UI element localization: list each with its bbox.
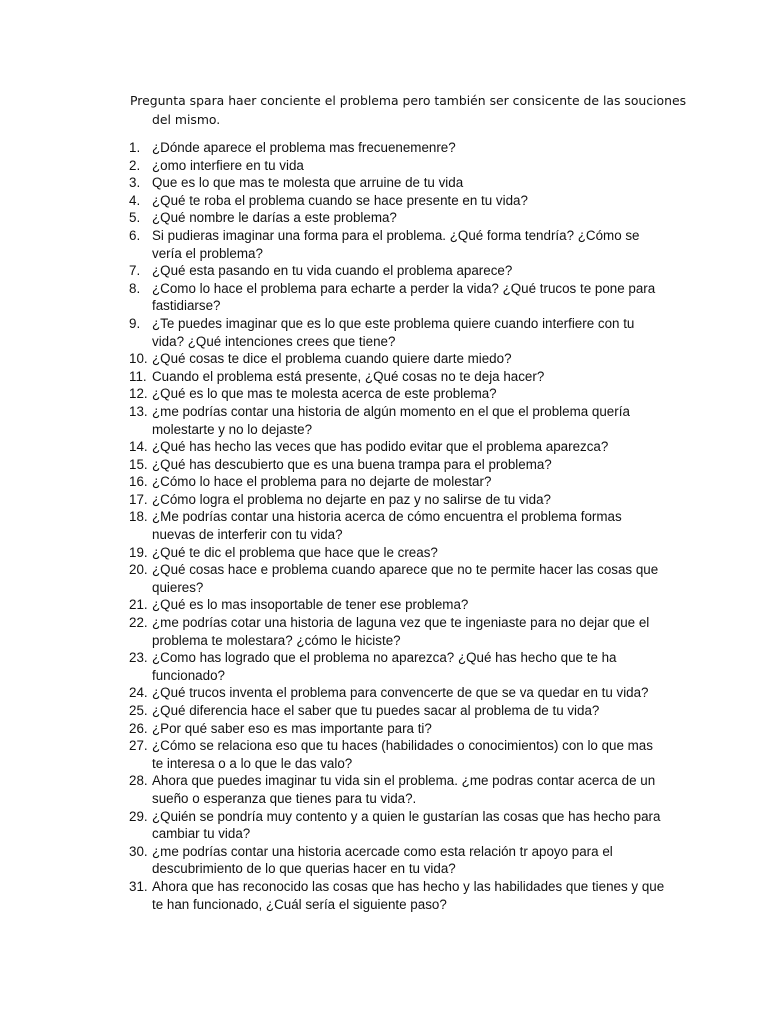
question-number: 12. xyxy=(129,386,148,402)
question-number: 23. xyxy=(129,650,148,666)
question-text: ¿Te puedes imaginar que es lo que este problema quiere cuando interfiere con tu vida? ¿Qué intenciones crees que tiene? xyxy=(152,315,635,349)
question-text: ¿Qué es lo que mas te molesta acerca de este problema? xyxy=(152,386,497,402)
question-item xyxy=(129,508,665,543)
question-number: 3. xyxy=(129,175,141,191)
question-item xyxy=(129,280,665,315)
question-item xyxy=(129,473,665,491)
question-item xyxy=(129,438,665,456)
question-number: 4. xyxy=(129,192,141,208)
question-number: 13. xyxy=(129,403,148,419)
question-text: ¿Qué esta pasando en tu vida cuando el problema aparece? xyxy=(152,263,513,279)
question-text: ¿Qué trucos inventa el problema para convencerte de que se va quedar en tu vida? xyxy=(152,685,649,701)
question-item xyxy=(129,209,665,227)
question-text: ¿Como lo hace el problema para echarte a perder la vida? ¿Qué trucos te pone para fastidiarse? xyxy=(152,280,656,314)
question-text: ¿Cómo lo hace el problema para no dejarte de molestar? xyxy=(152,474,492,490)
intro-paragraph: Pregunta spara haer conciente el problema pero también ser consicente de las souciones del mismo. xyxy=(130,93,687,127)
question-text: ¿Como has logrado que el problema no aparezca? ¿Qué has hecho que te ha funcionado? xyxy=(152,650,617,683)
question-number: 7. xyxy=(129,263,141,279)
question-number: 25. xyxy=(129,703,148,718)
question-text: ¿Qué cosas te dice el problema cuando quiere darte miedo? xyxy=(152,351,512,367)
question-item xyxy=(129,720,665,738)
question-item xyxy=(129,403,665,438)
question-number: 31. xyxy=(129,878,148,894)
question-number: 24. xyxy=(129,685,148,701)
question-number: 18. xyxy=(129,509,148,525)
question-item xyxy=(129,139,665,157)
question-text: ¿me podrías contar una historia de algún momento en el que el problema quería molestarte y no lo dejaste? xyxy=(152,403,630,437)
question-number: 21. xyxy=(129,597,148,613)
question-item xyxy=(129,772,665,807)
question-number: 14. xyxy=(129,439,148,455)
question-item xyxy=(129,262,665,280)
question-number: 5. xyxy=(129,210,141,226)
question-number: 16. xyxy=(129,474,148,490)
question-item xyxy=(129,878,665,913)
question-item xyxy=(129,456,665,474)
question-item xyxy=(129,350,665,368)
question-text: ¿Quién se pondría muy contento y a quien le gustarían las cosas que has hecho para cambiar tu vida? xyxy=(152,808,661,842)
question-item xyxy=(129,737,665,772)
question-number: 10. xyxy=(129,351,148,367)
question-item xyxy=(129,596,665,614)
question-number: 20. xyxy=(129,562,148,578)
question-item xyxy=(129,491,665,509)
question-list xyxy=(129,139,665,913)
question-text: ¿me podrías cotar una historia de laguna vez que te ingeniaste para no dejar que el problema te molestara? ¿cómo le hiciste? xyxy=(152,615,650,648)
question-text: ¿Cómo logra el problema no dejarte en paz y no salirse de tu vida? xyxy=(152,491,551,507)
question-number: 2. xyxy=(129,157,141,173)
question-item xyxy=(129,157,665,175)
question-number: 1. xyxy=(129,140,141,155)
question-item xyxy=(129,684,665,702)
question-text: Que es lo que mas te molesta que arruine de tu vida xyxy=(152,175,464,191)
question-number: 9. xyxy=(129,315,141,331)
question-number: 22. xyxy=(129,615,148,631)
question-text: ¿omo interfiere en tu vida xyxy=(152,157,304,173)
question-text: Si pudieras imaginar una forma para el problema. ¿Qué forma tendría? ¿Cómo se vería el problema? xyxy=(152,227,640,261)
question-text: ¿Me podrías contar una historia acerca de cómo encuentra el problema formas nuevas de interferir con tu vida? xyxy=(152,509,622,543)
question-item xyxy=(129,385,665,403)
question-number: 26. xyxy=(129,720,148,736)
question-text: Ahora que puedes imaginar tu vida sin el problema. ¿me podras contar acerca de un sueño o esperanza que tienes para tu vida?. xyxy=(152,773,656,806)
question-text: ¿Qué es lo mas insoportable de tener ese problema? xyxy=(152,597,469,613)
question-number: 6. xyxy=(129,227,141,243)
question-item xyxy=(129,614,665,649)
question-text: ¿Qué has hecho las veces que has podido evitar que el problema aparezca? xyxy=(152,439,609,455)
question-item xyxy=(129,702,665,720)
question-number: 27. xyxy=(129,738,148,754)
question-text: Cuando el problema está presente, ¿Qué cosas no te deja hacer? xyxy=(152,368,545,384)
question-number: 17. xyxy=(129,491,148,507)
question-item xyxy=(129,561,665,596)
question-text: ¿Qué diferencia hace el saber que tu puedes sacar al problema de tu vida? xyxy=(152,703,600,718)
question-number: 8. xyxy=(129,280,141,296)
question-text: Ahora que has reconocido las cosas que has hecho y las habilidades que tienes y que te han funcionado, ¿Cuál sería el siguiente paso? xyxy=(152,878,665,912)
question-text: ¿Dónde aparece el problema mas frecuenemenre? xyxy=(152,140,456,155)
question-item xyxy=(129,649,665,684)
question-text: ¿me podrías contar una historia acercade como esta relación tr apoyo para el descubrimiento de lo que querias hacer en tu vida? xyxy=(152,843,613,877)
question-text: ¿Qué te dic el problema que hace que le creas? xyxy=(152,544,438,560)
question-item xyxy=(129,368,665,386)
question-text: ¿Cómo se relaciona eso que tu haces (habilidades o conocimientos) con lo que mas te interesa o a lo que le das valo? xyxy=(152,738,653,771)
question-number: 30. xyxy=(129,843,148,859)
question-item xyxy=(129,843,665,878)
question-item xyxy=(129,227,665,262)
question-number: 19. xyxy=(129,544,148,560)
question-item xyxy=(129,315,665,350)
question-number: 29. xyxy=(129,808,148,824)
question-text: ¿Qué cosas hace e problema cuando aparece que no te permite hacer las cosas que quieres? xyxy=(152,562,659,595)
question-item xyxy=(129,808,665,843)
question-text: ¿Qué nombre le darías a este problema? xyxy=(152,210,397,226)
question-item xyxy=(129,174,665,192)
question-text: ¿Qué has descubierto que es una buena trampa para el problema? xyxy=(152,456,552,472)
question-text: ¿Qué te roba el problema cuando se hace presente en tu vida? xyxy=(152,192,528,208)
question-number: 15. xyxy=(129,456,148,472)
question-item xyxy=(129,192,665,210)
question-item xyxy=(129,544,665,562)
question-number: 28. xyxy=(129,773,148,789)
question-text: ¿Por qué saber eso es mas importante para ti? xyxy=(152,720,432,736)
question-number: 11. xyxy=(129,368,147,384)
